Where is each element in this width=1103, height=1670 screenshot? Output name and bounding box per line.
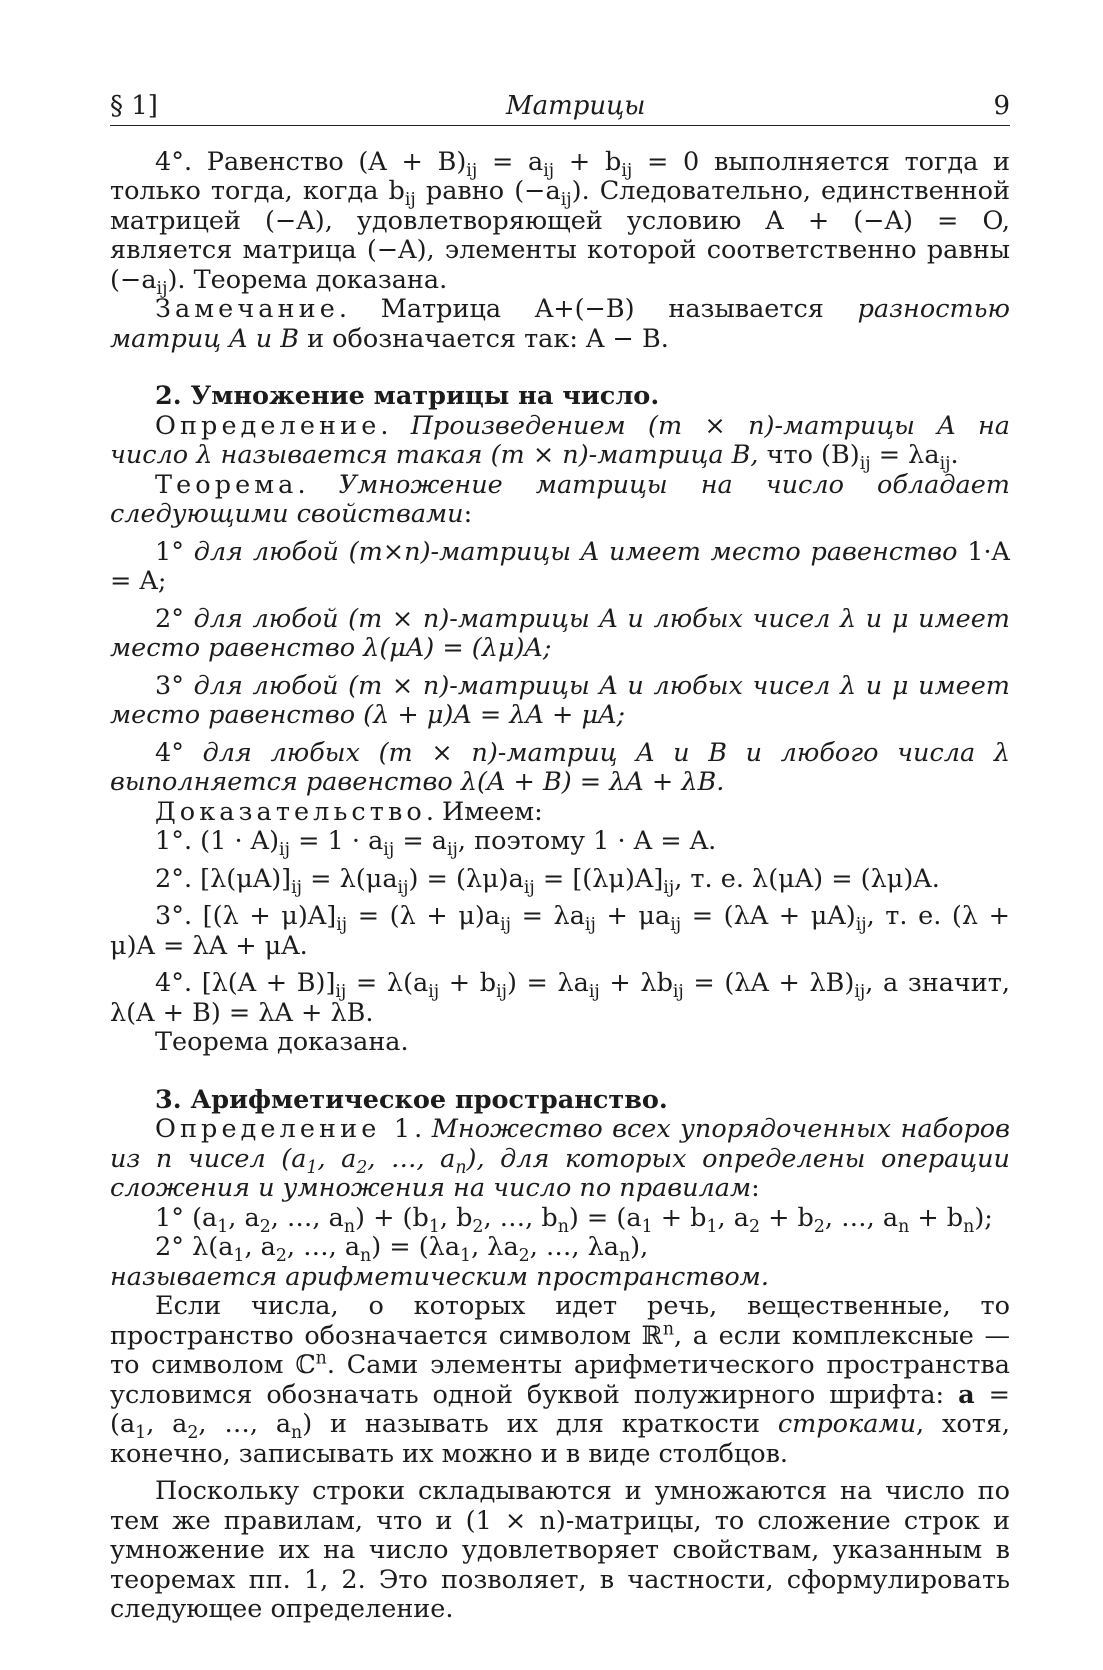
paragraph — [110, 1292, 1010, 1469]
italic-run: называется арифметическим пространством. — [110, 1261, 769, 1292]
text-run: Если числа, о которых идет речь, вещественные, то пространство обозначается символом ℝ — [110, 1291, 1010, 1351]
text-run: + μa — [595, 901, 671, 931]
section-heading — [110, 1086, 1010, 1116]
text-run: = 1 · a — [289, 826, 384, 856]
text-run: + b — [759, 1202, 814, 1233]
subscript: 2 — [813, 1216, 825, 1237]
superscript: n — [315, 1348, 327, 1369]
text-run: и обозначается так: A − B. — [298, 323, 669, 354]
text-run: , поэтому 1 · A = A. — [457, 826, 717, 856]
italic-run: Умножение матрицы на число обладает следующими свойствами — [110, 469, 1010, 529]
text-run: . — [297, 469, 339, 500]
text-run: 3° — [155, 670, 194, 701]
spaced-term: Определение 1 — [155, 1114, 415, 1144]
running-header — [110, 92, 1010, 126]
paragraph — [110, 146, 1011, 299]
subscript: ij — [859, 454, 871, 475]
text-run: , т. е. λ(μA) = (λμ)A. — [674, 863, 940, 894]
text-run: Поскольку строки складываются и умножаются на число по тем же правилам, что и (1 × n)-матрицы, то сложение строк и умножение их на число удовлетворяет свойствам, указанным в теоремах пп. 1, 2. Это позволяет, в частности, сформулировать следующее определение. — [110, 1476, 1010, 1624]
text-run: ) = (a — [568, 1202, 642, 1233]
text-run: 1°. (1 · A) — [155, 826, 280, 856]
text-run: = (λA + λB) — [683, 968, 855, 998]
list-item — [110, 605, 1010, 664]
subscript: 2 — [187, 1423, 199, 1444]
text-run: = λ(μa — [302, 863, 398, 894]
text-run: + λb — [599, 968, 673, 998]
text-run: 2° — [155, 603, 194, 634]
text-run: , λa — [471, 1232, 519, 1262]
italic-run: для любой (m×n)-матрицы A имеет место равенство — [193, 536, 958, 567]
section-ref: § 1] — [110, 91, 158, 121]
text-run: , b — [439, 1202, 473, 1233]
subscript: ij — [291, 877, 303, 898]
italic-run: Произведением (m × n)-матрицы A на число λ называется такая (m × n)-матрица B, — [110, 410, 1010, 470]
list-item — [110, 739, 1010, 798]
section-heading — [110, 382, 1010, 412]
subscript: 2 — [275, 1246, 287, 1267]
subscript: n — [455, 1157, 467, 1178]
paragraph — [110, 1115, 1010, 1204]
text-run: : — [463, 499, 473, 529]
spaced-term: Доказательство — [155, 796, 426, 827]
paragraph — [110, 410, 1010, 475]
paragraph — [110, 826, 1010, 861]
text-run: , …, a — [198, 1409, 292, 1439]
subscript: n — [898, 1216, 910, 1237]
text-run: . Имеем: — [425, 796, 543, 827]
spaced-term: Определение — [155, 410, 381, 441]
page-number: 9 — [993, 91, 1010, 121]
text-run: ) = λa — [506, 968, 589, 998]
paragraph — [110, 798, 1010, 828]
italic-run: для любой (m × n)-матрицы A и любых чисел λ и μ имеет место равенство λ(μA) = (λμ)A; — [110, 603, 1010, 663]
bold-symbol: a — [958, 1379, 975, 1410]
subscript: 1 — [306, 1157, 318, 1178]
formula-line — [110, 1202, 1010, 1237]
subscript: 1 — [641, 1216, 653, 1237]
subscript: 1 — [233, 1246, 245, 1267]
text-run: ). Теорема доказана. — [167, 264, 448, 295]
paragraph — [110, 1263, 1010, 1293]
list-item — [110, 969, 1010, 1028]
list-item — [110, 1477, 1010, 1625]
italic-run: строками — [777, 1409, 916, 1439]
subscript: 1 — [135, 1423, 147, 1444]
text-run: ). Следовательно, единственной матрицей (−A), удовлетворяющей условию A + (−A) = O, является матрица (−A), элементы которой соответственно равны (−a — [110, 176, 1010, 295]
text-run: . — [950, 440, 959, 470]
page — [110, 92, 1010, 1625]
subscript: ij — [939, 454, 951, 475]
subscript: n — [618, 1246, 631, 1267]
subscript: 1 — [428, 1216, 440, 1237]
text-run: + b — [439, 968, 497, 998]
paragraph — [110, 295, 1010, 354]
subscript: ij — [588, 982, 600, 1003]
subscript: ij — [496, 982, 507, 1003]
subscript: ij — [855, 915, 867, 936]
text-run: , …, a — [270, 1202, 344, 1233]
text-run: , …, a — [286, 1232, 361, 1262]
text-run: = a — [477, 146, 544, 177]
text-run: , a — [244, 1232, 276, 1262]
subscript: ij — [397, 877, 409, 898]
subscript: n — [557, 1216, 569, 1237]
text-run: ) + (b — [355, 1202, 429, 1233]
text-run: 4°. [λ(A + B)] — [155, 968, 336, 998]
subscript: ij — [336, 915, 348, 936]
text-run: = (λA + μA) — [681, 901, 856, 931]
text-run: 2. Умножение матрицы на число. — [155, 381, 660, 411]
superscript: n — [662, 1319, 674, 1339]
text-run: , хотя, конечно, записывать их можно и в виде столбцов. — [110, 1409, 1010, 1469]
subscript: ij — [156, 278, 168, 299]
text-run: ) = (λμ)a — [408, 863, 524, 894]
text-run: = λa — [870, 440, 940, 470]
formula-line — [110, 1232, 1010, 1267]
text-run: 3. Арифметическое пространство. — [155, 1084, 668, 1115]
italic-run: , …, a — [367, 1143, 456, 1174]
subscript: ij — [279, 840, 290, 861]
text-run: 4° — [155, 737, 203, 768]
subscript: ij — [663, 877, 675, 898]
subscript: ij — [854, 982, 866, 1003]
text-run: , а если комплексные — то символом ℂ — [110, 1320, 1010, 1380]
text-run: , a — [717, 1202, 749, 1233]
page-body — [110, 148, 1010, 1625]
text-run: 4°. Равенство (A + B) — [155, 146, 467, 177]
text-run: ), — [630, 1232, 649, 1262]
subscript: n — [963, 1216, 975, 1237]
subscript: 2 — [259, 1216, 271, 1237]
text-run: = λ(a — [346, 968, 429, 998]
text-run: равно (−a — [415, 176, 561, 206]
text-run: : — [751, 1173, 760, 1203]
subscript: ij — [670, 915, 682, 936]
subscript: 2 — [518, 1246, 530, 1267]
subscript: 2 — [748, 1216, 760, 1237]
text-run: + b — [909, 1202, 964, 1233]
text-run: . Матрица A+(−B) называется — [338, 294, 858, 324]
subscript: n — [291, 1423, 303, 1444]
text-run: = 0 выполняется тогда и только тогда, когда b — [110, 146, 1011, 206]
subscript: ij — [621, 160, 633, 181]
text-run: = λa — [510, 901, 585, 931]
subscript: ij — [523, 877, 535, 898]
text-run: . — [414, 1114, 432, 1144]
spaced-term: Теорема — [155, 469, 298, 500]
text-run: ) и называть их для краткости — [302, 1409, 778, 1439]
text-run: 2°. [λ(μA)] — [155, 863, 292, 894]
paragraph — [110, 1028, 1010, 1058]
text-run: = (λ + μ)a — [347, 901, 501, 931]
subscript: ij — [383, 840, 395, 861]
text-run: 3°. [(λ + μ)A] — [155, 901, 337, 931]
subscript: ij — [560, 190, 572, 211]
list-item — [110, 863, 1010, 898]
list-item — [110, 672, 1010, 731]
text-run: 1° (a — [155, 1202, 218, 1233]
subscript: 2 — [472, 1216, 484, 1237]
text-run: ) = (λa — [371, 1232, 461, 1262]
text-run: , т. е. (λ + μ)A = λA + μA. — [110, 901, 1010, 961]
spaced-term: Замечание — [155, 294, 339, 324]
paragraph — [110, 471, 1010, 530]
text-run: = [(λμ)A] — [534, 863, 664, 894]
text-run: что (B) — [758, 440, 860, 470]
text-run: , a — [228, 1202, 260, 1233]
subscript: 1 — [217, 1216, 229, 1237]
text-run: , a — [146, 1409, 188, 1439]
text-run: . Сами элементы арифметического пространства условимся обозначать одной буквой полужирного шрифта: — [110, 1350, 1010, 1410]
text-run: . — [380, 410, 411, 441]
subscript: n — [343, 1216, 356, 1237]
subscript: ij — [543, 160, 555, 181]
text-run: = a — [394, 826, 447, 856]
italic-run: для любой (m × n)-матрицы A и любых чисел λ и μ имеет место равенство (λ + μ)A = λA + μA; — [110, 670, 1010, 730]
italic-run: , a — [317, 1143, 357, 1174]
running-title: Матрицы — [505, 91, 646, 121]
subscript: ij — [404, 190, 416, 211]
subscript: ij — [335, 982, 347, 1003]
text-run: , …, b — [483, 1202, 558, 1233]
subscript: 2 — [356, 1157, 368, 1178]
subscript: ij — [428, 982, 440, 1003]
text-run: , а значит, λ(A + B) = λA + λB. — [110, 968, 1011, 1028]
subscript: ij — [500, 915, 511, 936]
text-run: Теорема доказана. — [155, 1027, 409, 1057]
text-run: 1° — [155, 536, 194, 567]
subscript: ij — [584, 915, 596, 936]
subscript: 1 — [706, 1216, 718, 1237]
italic-run: разностью матриц A и B — [110, 294, 1010, 354]
text-run: , …, a — [824, 1202, 899, 1233]
text-run: = (a — [110, 1379, 1010, 1439]
subscript: ij — [672, 982, 684, 1003]
list-item — [110, 538, 1010, 597]
subscript: ij — [447, 840, 458, 861]
text-run: 2° λ(a — [155, 1232, 234, 1262]
italic-run: Множество всех упорядоченных наборов из n чисел (a — [110, 1114, 1010, 1174]
text-run: + b — [652, 1202, 707, 1233]
subscript: 1 — [460, 1246, 472, 1267]
text-run: ); — [974, 1202, 993, 1233]
italic-run: для любых (m × n)-матриц A и B и любого числа λ выполняется равенство λ(A + B) = λA + λB. — [110, 737, 1010, 797]
text-run: , …, λa — [529, 1232, 619, 1262]
text-run: + b — [554, 146, 622, 177]
subscript: n — [360, 1246, 372, 1267]
list-item — [110, 902, 1010, 961]
subscript: ij — [466, 160, 478, 181]
text-run: 1·A = A; — [110, 536, 1010, 596]
italic-run: ), для которых определены операции сложения и умножения на число по правилам — [110, 1143, 1010, 1203]
